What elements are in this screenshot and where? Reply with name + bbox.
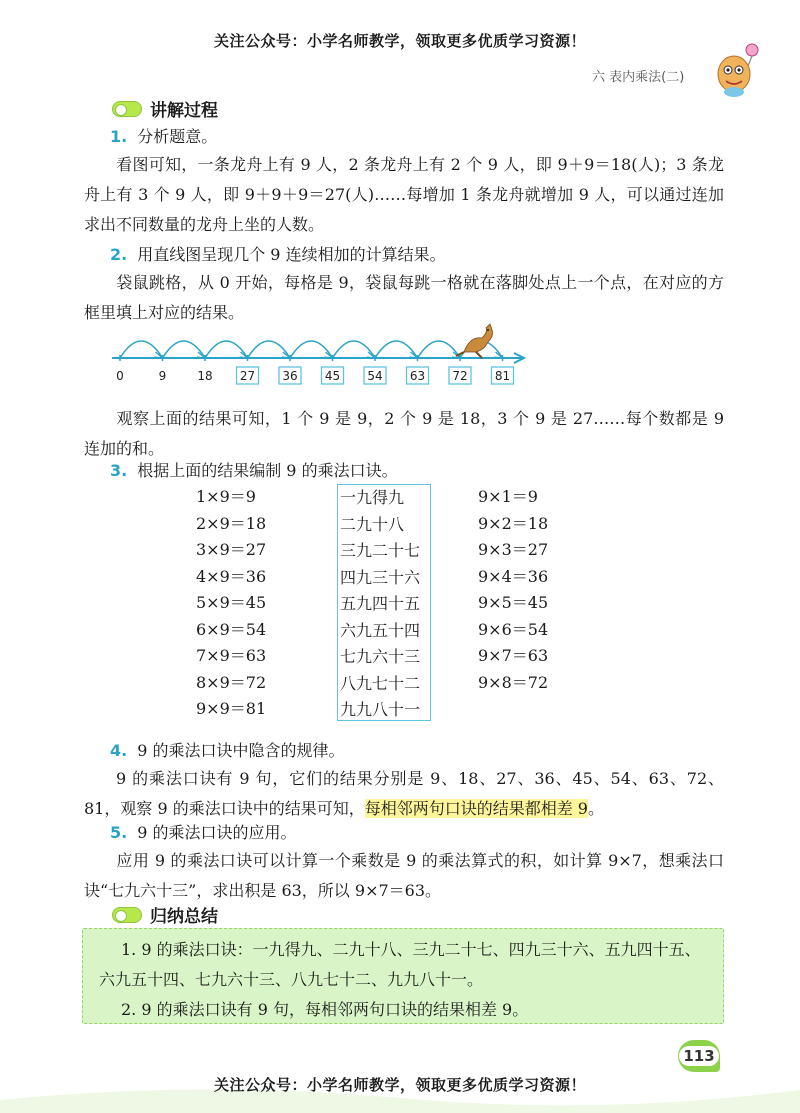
rhyme-row: 四九三十六 — [340, 567, 421, 587]
paragraph-4 — [84, 764, 724, 824]
step-5 — [110, 820, 297, 843]
number-line — [110, 322, 530, 398]
step-number: 5. — [110, 823, 128, 842]
equation-row: 5×9＝45 — [196, 593, 267, 612]
highlighted-rule: 每相邻两句口诀的结果都相差 9 — [364, 799, 588, 818]
step-text: 根据上面的结果编制 9 的乘法口诀。 — [137, 461, 398, 480]
section-heading-label: 归纳总结 — [150, 907, 218, 927]
step-4 — [110, 738, 345, 761]
jump-arc — [248, 341, 291, 358]
equation-row: 4×9＝36 — [196, 566, 267, 586]
equation-row: 9×7＝63 — [478, 646, 549, 665]
paragraph-4-text: 9 的乘法口诀有 9 句，它们的结果分别是 9、18、27、36、45、54、63、72、81，观察 9 的乘法口诀中的结果可知， — [84, 769, 724, 818]
step-number: 1. — [110, 127, 128, 146]
tick-label: 9 — [158, 369, 167, 383]
step-number: 3. — [110, 461, 128, 480]
equation-row: 8×9＝72 — [196, 672, 267, 692]
step-number: 2. — [110, 245, 128, 264]
jump-arc — [290, 341, 333, 358]
paragraph-2 — [84, 268, 724, 328]
jump-arc — [205, 341, 248, 358]
equation-row: 2×9＝18 — [196, 513, 267, 533]
step-text: 9 的乘法口诀中隐含的规律。 — [137, 741, 345, 760]
step-text: 分析题意。 — [137, 127, 218, 146]
rhyme-row: 七九六十三 — [340, 647, 421, 666]
jump-arc — [333, 341, 376, 358]
paragraph-5 — [84, 846, 724, 906]
equation-row: 6×9＝54 — [196, 619, 267, 639]
rhyme-row: 六九五十四 — [340, 620, 421, 640]
paragraph-2-text: 袋鼠跳格，从 0 开始，每格是 9，袋鼠每跳一格就在落脚处点上一个点，在对应的方框里填上对应的结果。 — [84, 273, 724, 322]
multiplication-column-right — [478, 484, 548, 696]
tick-label: 63 — [409, 369, 426, 383]
equation-row: 9×2＝18 — [478, 513, 549, 533]
step-number: 4. — [110, 741, 128, 760]
paragraph-5-text: 应用 9 的乘法口诀可以计算一个乘数是 9 的乘法算式的积，如计算 9×7，想乘法口诀“七九六十三”，求出积是 63，所以 9×7＝63。 — [84, 851, 724, 900]
page-number: 113 — [679, 1046, 718, 1066]
jump-arc — [375, 341, 418, 358]
tick-label: 36 — [282, 369, 298, 383]
pill-icon — [112, 907, 142, 923]
summary-box — [82, 928, 724, 1024]
section-heading-label: 讲解过程 — [150, 101, 218, 121]
multiplication-column-left — [196, 484, 266, 723]
equation-row: 3×9＝27 — [196, 540, 267, 559]
paragraph-4-end: 。 — [588, 799, 605, 818]
rhyme-row: 三九二十七 — [340, 541, 421, 560]
equation-row: 9×6＝54 — [478, 619, 549, 639]
tick-label: 0 — [116, 369, 124, 383]
summary-item-1 — [99, 935, 707, 995]
summary-item-2-text: 2. 9 的乘法口诀有 9 句，每相邻两句口诀的结果相差 9。 — [121, 1000, 529, 1019]
rhyme-row: 五九四十五 — [340, 594, 421, 613]
step-text: 9 的乘法口诀的应用。 — [137, 823, 297, 842]
equation-row: 7×9＝63 — [196, 646, 267, 665]
equation-row: 1×9＝9 — [196, 487, 256, 506]
mascot-icon — [708, 40, 764, 98]
equation-row: 9×8＝72 — [478, 672, 549, 692]
summary-item-1-text: 1. 9 的乘法口诀：一九得九、二九十八、三九二十七、四九三十六、五九四十五、六九五十四、七九六十三、八九七十二、九九八十一。 — [99, 940, 701, 989]
step-2 — [110, 242, 446, 265]
kangaroo-part — [464, 324, 493, 352]
tick-label: 81 — [494, 369, 511, 383]
top-banner: 关注公众号：小学名师教学，领取更多优质学习资源！ — [213, 32, 586, 50]
paragraph-1 — [84, 150, 724, 240]
step-3 — [110, 458, 398, 481]
paragraph-3 — [84, 404, 724, 464]
section-heading-explanation — [112, 96, 218, 121]
equation-row: 9×1＝9 — [478, 487, 538, 506]
pill-icon — [112, 101, 142, 117]
section-heading-summary — [112, 902, 218, 927]
step-1 — [110, 124, 217, 147]
paragraph-3-text: 观察上面的结果可知，1 个 9 是 9，2 个 9 是 18，3 个 9 是 27……每个数都是 9 连加的和。 — [84, 409, 724, 458]
summary-item-2 — [99, 995, 707, 1025]
rhyme-row: 九九八十一 — [340, 700, 421, 719]
multiplication-rhyme-column — [337, 484, 431, 721]
tick-label: 45 — [324, 369, 341, 383]
running-header: 六 表内乘法(二) — [592, 70, 685, 85]
jump-arc — [418, 341, 461, 358]
tick-label: 54 — [367, 369, 383, 383]
tick-label: 18 — [197, 369, 213, 383]
jump-arc — [163, 341, 206, 358]
tick-label: 72 — [452, 369, 468, 383]
equation-row: 9×4＝36 — [478, 566, 549, 586]
paragraph-1-text: 看图可知，一条龙舟上有 9 人，2 条龙舟上有 2 个 9 人，即 9＋9＝18(人)；3 条龙舟上有 3 个 9 人，即 9＋9＋9＝27(人)……每增加 1 条龙舟就增加 9 人，可以通过连加求出不同数量的龙舟上坐的人数。 — [84, 155, 724, 234]
rhyme-row: 一九得九 — [340, 488, 405, 507]
equation-row: 9×9＝81 — [196, 699, 267, 718]
rhyme-row: 八九七十二 — [340, 673, 421, 693]
tick-label: 27 — [239, 369, 256, 383]
step-text: 用直线图呈现几个 9 连续相加的计算结果。 — [137, 245, 446, 264]
equation-row: 9×5＝45 — [478, 593, 549, 612]
equation-row: 9×3＝27 — [478, 540, 549, 559]
page-number-badge — [678, 1040, 720, 1072]
bottom-banner: 关注公众号：小学名师教学，领取更多优质学习资源！ — [213, 1076, 586, 1094]
kangaroo-icon — [456, 324, 493, 358]
rhyme-row: 二九十八 — [340, 514, 405, 534]
kangaroo-part — [487, 329, 489, 331]
jump-arc — [120, 341, 163, 358]
